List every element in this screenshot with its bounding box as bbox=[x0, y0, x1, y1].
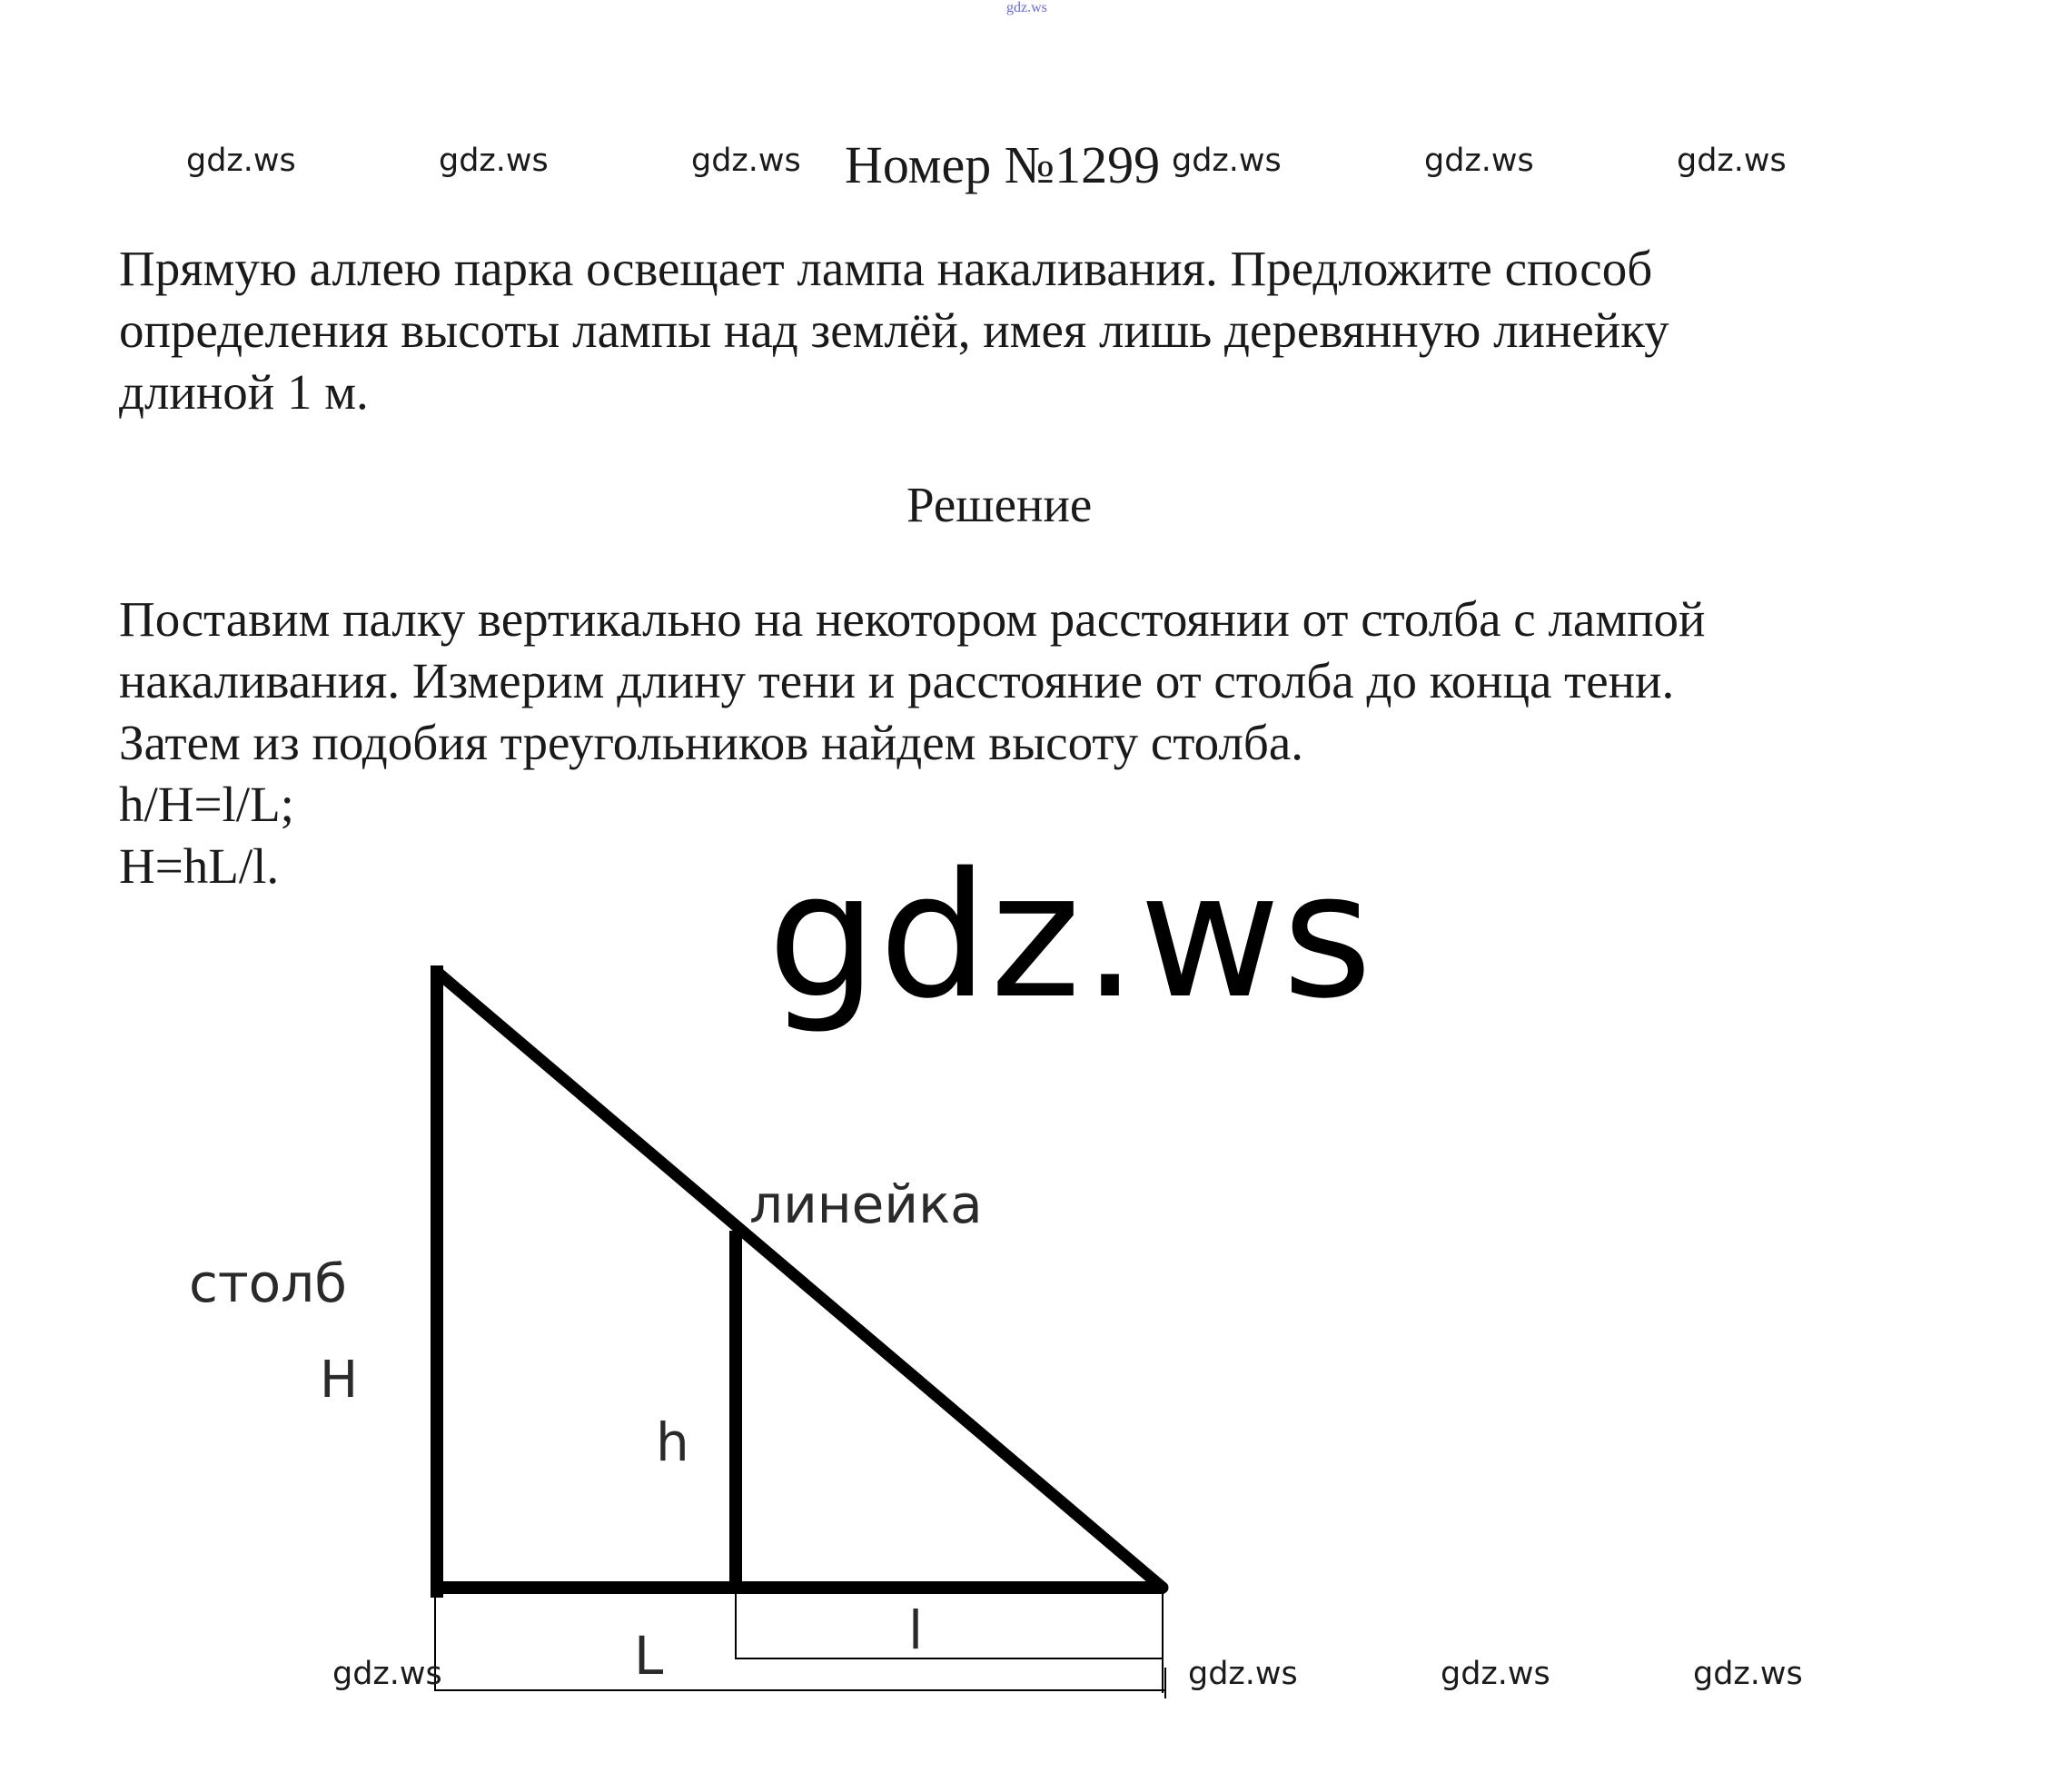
watermark: gdz.ws bbox=[1424, 143, 1534, 179]
problem-line: определения высоты лампы над землёй, имея лишь деревянную линейку bbox=[119, 302, 1669, 358]
solution-line: Поставим палку вертикально на некотором расстоянии от столба с лампой bbox=[119, 591, 1706, 647]
problem-line: Прямую аллею парка освещает лампа накаливания. Предложите способ bbox=[119, 241, 1653, 296]
ruler-height-label: h bbox=[656, 1411, 689, 1473]
ruler-label: линейка bbox=[749, 1173, 983, 1235]
problem-line: длиной 1 м. bbox=[119, 364, 369, 420]
solution-line: Затем из подобия треугольников найдем высоту столба. bbox=[119, 715, 1303, 770]
top-watermark: gdz.ws bbox=[1006, 0, 1047, 15]
distance-label: L bbox=[634, 1625, 664, 1687]
light-ray-line bbox=[437, 972, 1163, 1588]
watermark: gdz.ws bbox=[332, 1656, 442, 1692]
solution-heading: Решение bbox=[906, 477, 1093, 532]
watermark: gdz.ws bbox=[691, 143, 801, 179]
page-title: Номер №1299 bbox=[845, 135, 1161, 194]
watermark: gdz.ws bbox=[1188, 1656, 1298, 1692]
watermark: gdz.ws bbox=[1693, 1656, 1803, 1692]
solution-line: накаливания. Измерим длину тени и расстояние от столба до конца тени. bbox=[119, 653, 1675, 708]
pole-label: столб bbox=[189, 1252, 347, 1314]
watermark: gdz.ws bbox=[1441, 1656, 1550, 1692]
formula-line: H=hL/l. bbox=[119, 838, 280, 894]
watermark: gdz.ws bbox=[1677, 143, 1787, 179]
watermark: gdz.ws bbox=[439, 143, 549, 179]
watermark: gdz.ws bbox=[1172, 143, 1282, 179]
shadow-label: l bbox=[908, 1599, 924, 1661]
pole-height-label: H bbox=[320, 1351, 359, 1410]
big-watermark: gdz.ws bbox=[768, 836, 1374, 1036]
watermark: gdz.ws bbox=[186, 143, 296, 179]
formula-line: h/H=l/L; bbox=[119, 777, 294, 832]
